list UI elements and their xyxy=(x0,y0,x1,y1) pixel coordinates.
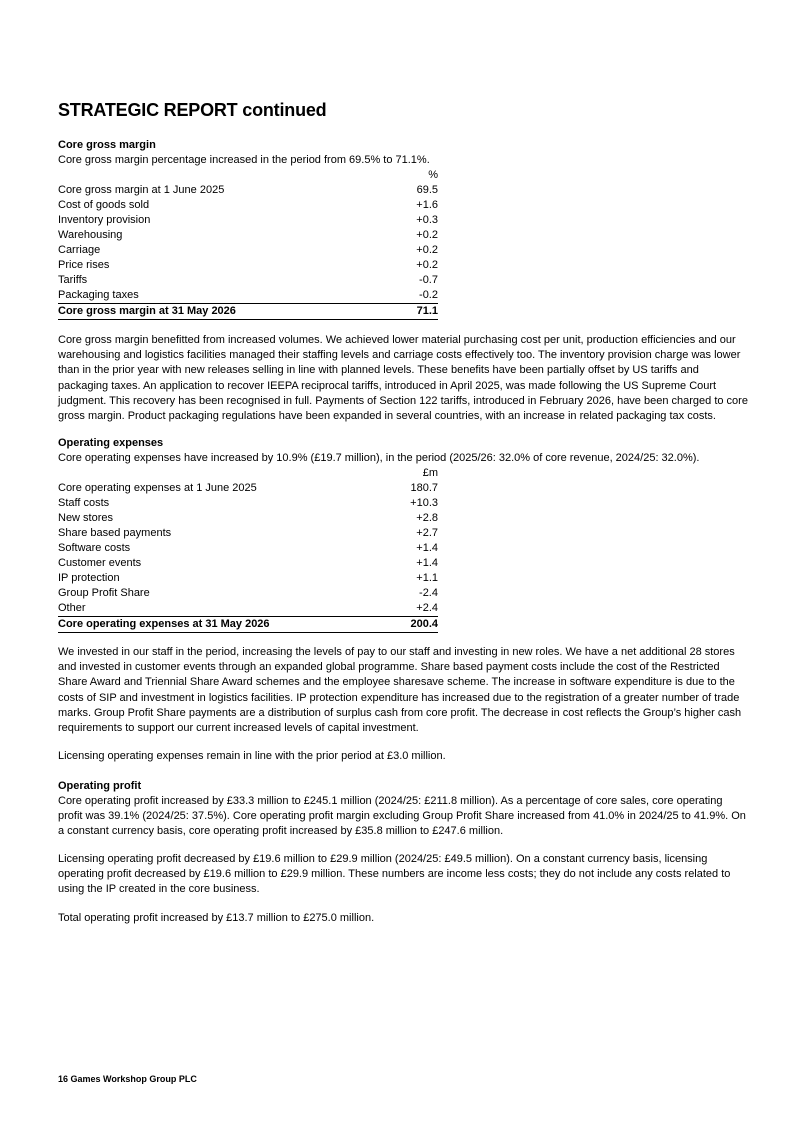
row-value: +2.7 xyxy=(416,527,438,539)
row-label: Cost of goods sold xyxy=(58,199,150,211)
gross-margin-intro: Core gross margin percentage increased in the period from 69.5% to 71.1%. xyxy=(58,154,430,166)
table-row xyxy=(58,183,438,198)
row-value: +1.1 xyxy=(416,572,438,584)
table-row xyxy=(58,496,438,511)
table-row xyxy=(58,511,438,526)
table-row xyxy=(58,243,438,258)
table-row xyxy=(58,228,438,243)
row-value: +2.8 xyxy=(416,512,438,524)
row-value: +2.4 xyxy=(416,602,438,614)
operating-profit-para-3: Total operating profit increased by £13.7 million to £275.0 million. xyxy=(58,912,375,924)
table-row xyxy=(58,586,438,601)
table-unit-row xyxy=(58,466,438,481)
table-total-row xyxy=(58,617,438,633)
opex-heading: Operating expenses xyxy=(58,437,164,449)
table-row xyxy=(58,198,438,213)
row-label: Core gross margin at 1 June 2025 xyxy=(58,184,225,196)
row-label: Other xyxy=(58,602,86,614)
table-row xyxy=(58,556,438,571)
total-value: 71.1 xyxy=(397,304,438,320)
row-label: Customer events xyxy=(58,557,142,569)
row-label: Core operating expenses at 1 June 2025 xyxy=(58,482,257,494)
table-row xyxy=(58,273,438,288)
unit-label: % xyxy=(428,169,438,181)
row-label: Carriage xyxy=(58,244,101,256)
table-total-row xyxy=(58,304,438,320)
row-label: New stores xyxy=(58,512,114,524)
row-label: Inventory provision xyxy=(58,214,151,226)
row-value: +0.3 xyxy=(416,214,438,226)
opex-intro: Core operating expenses have increased by 10.9% (£19.7 million), in the period (2025/26: 32.0% of core revenue, 2024/25: 32.0%). xyxy=(58,452,700,464)
row-value: +0.2 xyxy=(416,244,438,256)
table-row xyxy=(58,541,438,556)
gross-margin-table xyxy=(58,168,438,320)
row-label: Share based payments xyxy=(58,527,172,539)
row-value: +1.6 xyxy=(416,199,438,211)
unit-label: £m xyxy=(422,467,438,479)
total-label: Core gross margin at 31 May 2026 xyxy=(58,304,397,320)
total-label: Core operating expenses at 31 May 2026 xyxy=(58,617,394,633)
row-label: Packaging taxes xyxy=(58,289,139,301)
row-value: +1.4 xyxy=(416,557,438,569)
row-label: Software costs xyxy=(58,542,131,554)
table-row xyxy=(58,481,438,496)
operating-profit-section xyxy=(58,779,141,794)
opex-section xyxy=(58,436,699,633)
opex-table xyxy=(58,466,438,633)
table-row xyxy=(58,213,438,228)
page-title: STRATEGIC REPORT continued xyxy=(58,100,327,120)
total-value: 200.4 xyxy=(394,617,438,633)
row-value: -0.2 xyxy=(419,289,438,301)
gross-margin-section xyxy=(58,138,438,320)
row-label: Group Profit Share xyxy=(58,587,150,599)
row-value: -2.4 xyxy=(419,587,438,599)
table-row xyxy=(58,258,438,273)
table-unit-row xyxy=(58,168,438,183)
row-value: 69.5 xyxy=(416,184,438,196)
table-row xyxy=(58,601,438,617)
table-row xyxy=(58,526,438,541)
table-row xyxy=(58,288,438,304)
operating-profit-para-2: Licensing operating profit decreased by £19.6 million to £29.9 million (2024/25: £49.5 million). On a constant currency basis, licensing operating profit decreased by £19.6 million to £29.9 million. These numbers are income less costs; they do not include any costs related to using the IP created in the core business. xyxy=(58,853,731,896)
opex-commentary: We invested in our staff in the period, increasing the levels of pay to our staff and investing in new roles. We have a net additional 28 stores and invested in customer events through an expanded global programme. Share based payment costs include the cost of the Restricted Share Award and Triennial Share Award schemes and the employee sharesave scheme. The increase in software expenditure is due to the costs of SIP and investment in logistics facilities. IP protection expenditure has increased due to the registration of a greater number of trade marks. Group Profit Share payments are a distribution of surplus cash from core profit. The decrease in cost reflects the Group’s higher cash requirements to support our current increased levels of capital investment. xyxy=(58,646,742,735)
operating-profit-heading: Operating profit xyxy=(58,780,142,792)
operating-profit-para-1: Core operating profit increased by £33.3 million to £245.1 million (2024/25: £211.8 million). As a percentage of core sales, core operating profit was 39.1% (2024/25: 37.5%). Core operating profit margin excluding Group Profit Share increased from 41.0% in 2024/25 to 41.9%. On a constant currency basis, core operating profit increased by £35.8 million to £247.6 million. xyxy=(58,795,746,838)
row-label: Warehousing xyxy=(58,229,123,241)
table-row xyxy=(58,571,438,586)
row-label: Price rises xyxy=(58,259,110,271)
row-value: 180.7 xyxy=(410,482,438,494)
gross-margin-commentary: Core gross margin benefitted from increased volumes. We achieved lower material purchasing cost per unit, production efficiencies and our warehousing and logistics facilities managed their staffing levels and carriage costs effectively too. The inventory provision charge was lower than in the prior year with new releases selling in line with planned levels. These benefits have been partially offset by US tariffs and packaging taxes. An application to recover IEEPA reciprocal tariffs, introduced in April 2025, was made following the US Supreme Court judgment. This recovery has been recognised in full. Payments of Section 122 tariffs, introduced in February 2026, have been charged to core gross margin. Product packaging regulations have been expanded in several countries, with an increase in related packaging tax costs. xyxy=(58,334,748,423)
row-value: +0.2 xyxy=(416,259,438,271)
page-footer: 16 Games Workshop Group PLC xyxy=(58,1074,197,1084)
row-value: +1.4 xyxy=(416,542,438,554)
licensing-opex-note: Licensing operating expenses remain in line with the prior period at £3.0 million. xyxy=(58,750,446,762)
gross-margin-heading: Core gross margin xyxy=(58,139,156,151)
row-value: +10.3 xyxy=(410,497,438,509)
row-label: Staff costs xyxy=(58,497,110,509)
row-value: +0.2 xyxy=(416,229,438,241)
row-value: -0.7 xyxy=(419,274,438,286)
row-label: Tariffs xyxy=(58,274,88,286)
row-label: IP protection xyxy=(58,572,120,584)
